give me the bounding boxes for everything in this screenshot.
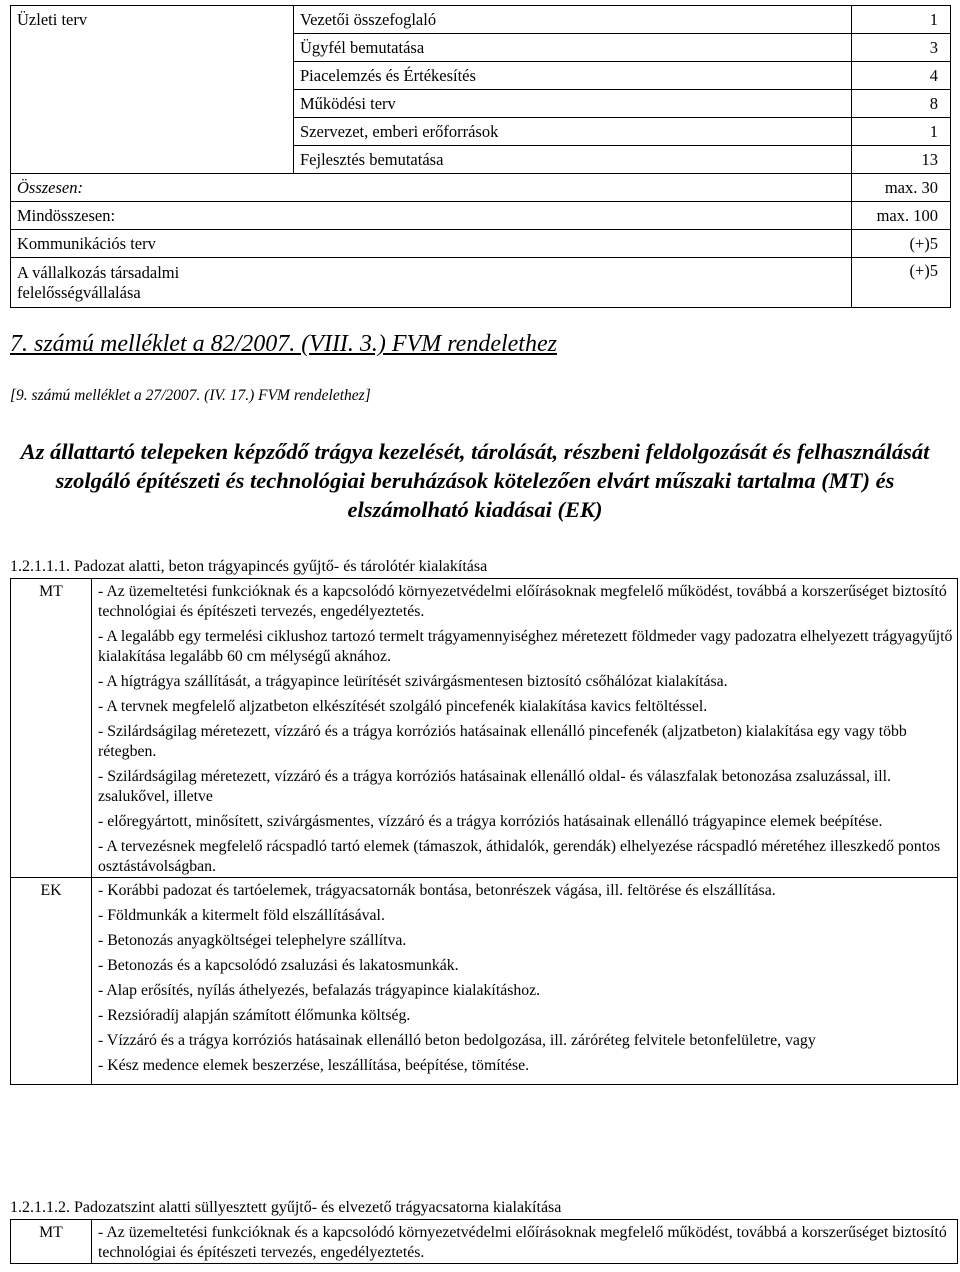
tarsadalmi-value: (+)5 [852, 258, 951, 308]
mt-cell [92, 579, 958, 878]
table-row [11, 258, 951, 308]
section2-title: 1.2.1.1.2. Padozatszint alatti süllyesztett gyűjtő- és elvezető trágyacsatorna kialakítása [10, 1199, 562, 1216]
score-table [10, 5, 951, 308]
list-item: - Földmunkák a kitermelt föld elszállításával. [98, 907, 385, 924]
row-value: 3 [852, 34, 951, 62]
table-row [11, 118, 951, 146]
main-title: Az állattartó telepeken képződő trágya kezelését, tárolását, részbeni feldolgozását és felhasználását szolgáló építészeti és technológiai beruházások kötelezően elvárt műszaki tartalma (MT) és elszámolható kiadásai (EK) [20, 439, 930, 522]
row-value: 13 [852, 146, 951, 174]
heading-annex-ref: [9. számú melléklet a 27/2007. (IV. 17.) FVM rendelethez] [10, 387, 371, 404]
table-row [11, 878, 958, 1085]
mt-label: MT [11, 579, 92, 878]
ek-cell [92, 878, 958, 1085]
row-value: 1 [852, 6, 951, 34]
ek-label: EK [11, 878, 92, 1085]
list-item: - Betonozás és a kapcsolódó zsaluzási és lakatosmunkák. [98, 957, 459, 974]
row-label: Ügyfél bemutatása [294, 34, 852, 62]
section2-table [10, 1219, 958, 1264]
table-row [11, 6, 951, 34]
table-row [11, 34, 951, 62]
list-item: - előregyártott, minősített, szivárgásmentes, vízzáró és a trágya korróziós hatásainak ellenálló trágyapince elemek beépítése. [98, 813, 883, 830]
row-label: Fejlesztés bemutatása [294, 146, 852, 174]
list-item: - A hígtrágya szállítását, a trágyapince leürítését szivárgásmentesen biztosító csőhálózat kialakítása. [98, 673, 728, 690]
row-value: 8 [852, 90, 951, 118]
mindosszesen-value: max. 100 [852, 202, 951, 230]
list-item: - Az üzemeltetési funkcióknak és a kapcsolódó környezetvédelmi előírásoknak megfelelő működést, továbbá a korszerűséget biztosító technológiai és építészeti tervezés, engedélyeztetés. [98, 1224, 947, 1261]
kommunikacios-value: (+)5 [852, 230, 951, 258]
table-row [11, 579, 958, 878]
list-item: - Vízzáró és a trágya korróziós hatásainak ellenálló beton bedolgozása, ill. záróréteg felvitele betonfelületre, vagy [98, 1032, 816, 1049]
osszesen-value: max. 30 [852, 174, 951, 202]
table-row [11, 1220, 958, 1264]
table-row [11, 62, 951, 90]
section1-table [10, 578, 958, 1085]
list-item: - Alap erősítés, nyílás áthelyezés, befalazás trágyapince kialakításhoz. [98, 982, 541, 999]
row-label: Vezetői összefoglaló [294, 6, 852, 34]
tarsadalmi-label: A vállalkozás társadalmi felelősségvállalása [11, 258, 294, 308]
table-row [11, 230, 951, 258]
mt-label: MT [11, 1220, 92, 1264]
list-item: - A legalább egy termelési ciklushoz tartozó termelt trágyamennyiséghez méretezett földmeder vagy padozatra elhelyezett trágyagyűjtő kialakítása legalább 60 cm mélységű aknához. [98, 628, 953, 665]
row-value: 1 [852, 118, 951, 146]
table-row [11, 202, 951, 230]
row-value: 4 [852, 62, 951, 90]
table-row [11, 146, 951, 174]
list-item: - Szilárdságilag méretezett, vízzáró és a trágya korróziós hatásainak ellenálló oldal- és válaszfalak betonozása zsaluzással, ill. zsalukővel, illetve [98, 768, 892, 805]
row-label: Piacelemzés és Értékesítés [294, 62, 852, 90]
list-item: - A tervezésnek megfelelő rácspadló tartó elemek (támaszok, áthidalók, gerendák) elhelyezése rácspadló méretéhez illeszkedő pontos osztástávolságban. [98, 838, 941, 875]
list-item: - Szilárdságilag méretezett, vízzáró és a trágya korróziós hatásainak ellenálló pincefenék (aljzatbeton) kialakítása egy vagy több rétegben. [98, 723, 907, 760]
list-item: - Kész medence elemek beszerzése, leszállítása, beépítése, tömítése. [98, 1057, 530, 1074]
mt-cell [92, 1220, 958, 1264]
list-item: - Az üzemeltetési funkcióknak és a kapcsolódó környezetvédelmi előírásoknak megfelelő működést, továbbá a korszerűséget biztosító technológiai és építészeti tervezés, engedélyeztetés. [98, 583, 947, 620]
list-item: - A tervnek megfelelő aljzatbeton elkészítését szolgáló pincefenék kialakítása kavics feltöltéssel. [98, 698, 708, 715]
table-row [11, 174, 951, 202]
list-item: - Betonozás anyagköltségei telephelyre szállítva. [98, 932, 407, 949]
section1-title: 1.2.1.1.1. Padozat alatti, beton trágyapincés gyűjtő- és tárolótér kialakítása [10, 558, 488, 575]
mindosszesen-label: Mindösszesen: [11, 202, 852, 230]
row-label: Szervezet, emberi erőforrások [294, 118, 852, 146]
kommunikacios-label: Kommunikációs terv [11, 230, 852, 258]
list-item: - Rezsióradíj alapján számított élőmunka költség. [98, 1007, 411, 1024]
row-label: Működési terv [294, 90, 852, 118]
osszesen-label: Összesen: [11, 174, 852, 202]
heading-annex: 7. számú melléklet a 82/2007. (VIII. 3.) FVM rendelethez [10, 331, 557, 357]
list-item: - Korábbi padozat és tartóelemek, trágyacsatornák bontása, betonrészek vágása, ill. feltörése és elszállítása. [98, 882, 776, 899]
table-row [11, 90, 951, 118]
group-label: Üzleti terv [11, 6, 294, 34]
